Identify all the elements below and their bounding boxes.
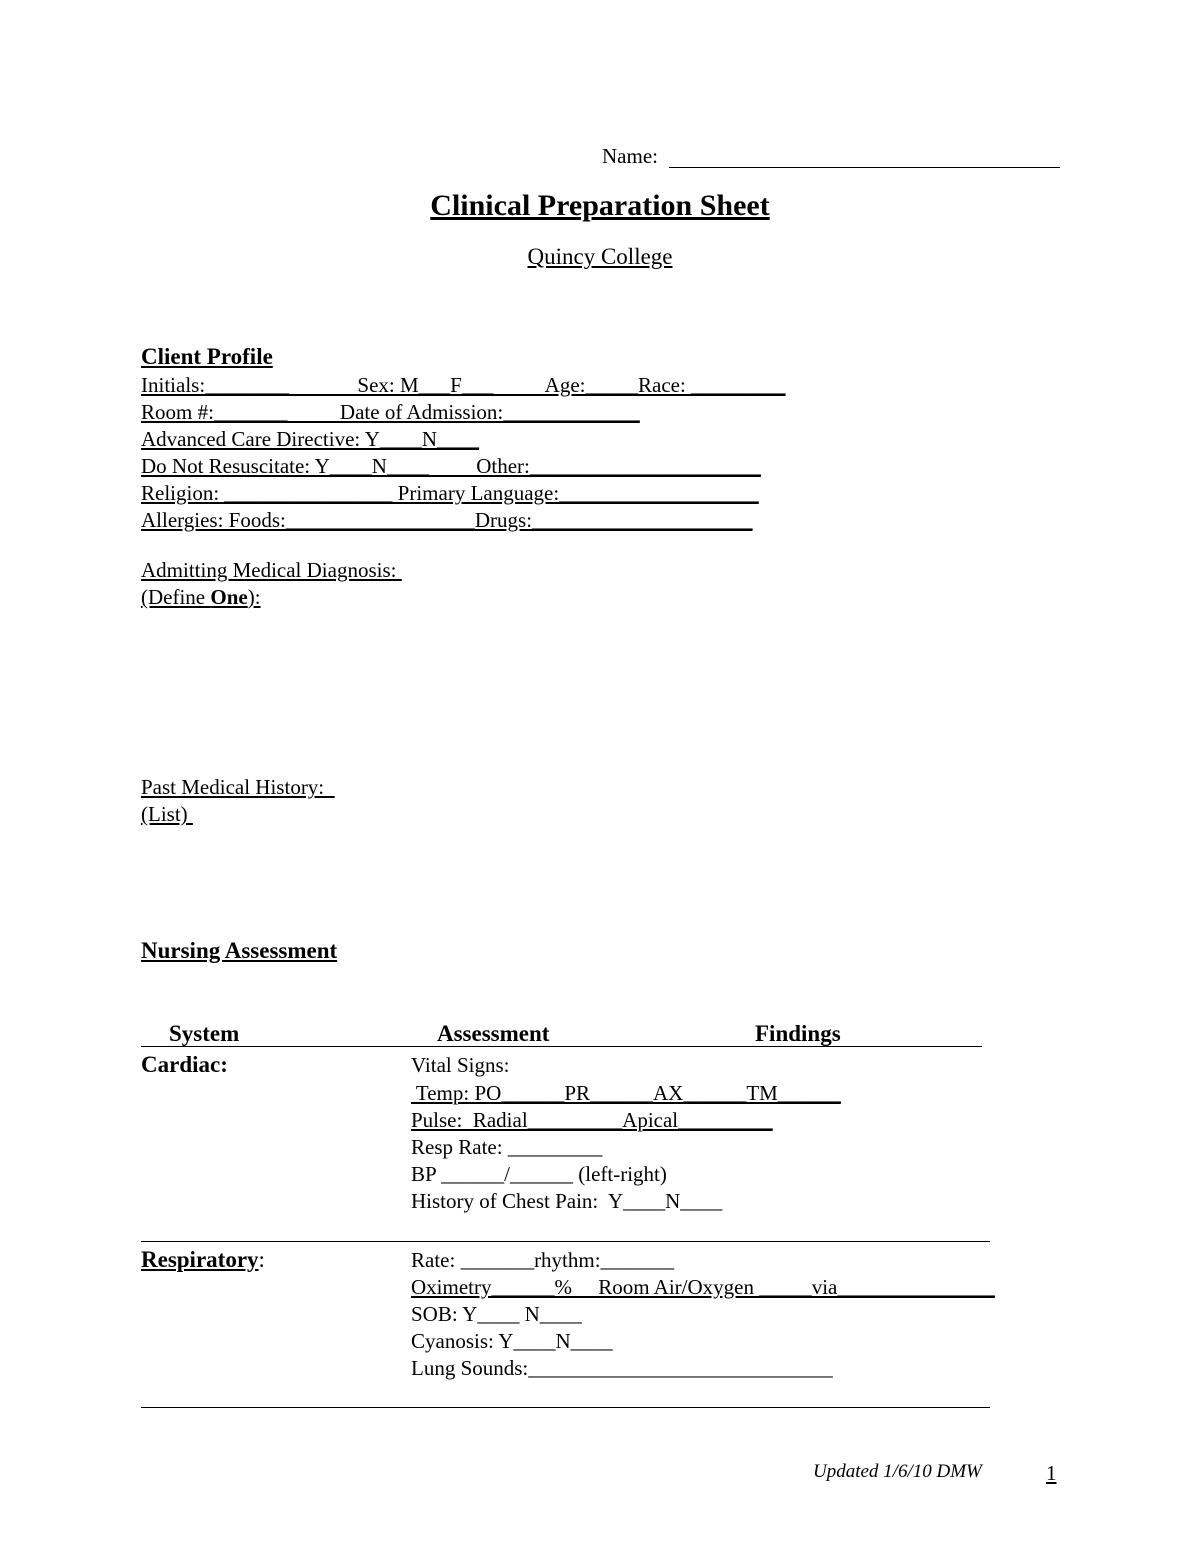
page-title: Clinical Preparation Sheet	[430, 189, 770, 222]
name-label: Name:	[602, 144, 658, 168]
nursing-assessment-heading: Nursing Assessment	[141, 938, 338, 963]
rate-rhythm-line[interactable]: Rate: _______rhythm:_______	[411, 1248, 675, 1272]
respiratory-label-text: Respiratory	[141, 1247, 259, 1272]
column-header-underline	[141, 1046, 982, 1047]
define-one-label	[141, 587, 261, 608]
pulse-line[interactable]: Pulse: Radial_________Apical_________	[411, 1108, 773, 1132]
column-assessment: Assessment	[437, 1021, 550, 1046]
sob-line[interactable]: SOB: Y____ N____	[411, 1302, 582, 1326]
respiratory-label	[141, 1248, 265, 1271]
respiratory-divider	[141, 1407, 990, 1408]
bp-line[interactable]: BP ______/______ (left-right)	[411, 1162, 667, 1186]
admitting-diagnosis-label: Admitting Medical Diagnosis:	[141, 558, 402, 582]
resp-rate-line[interactable]: Resp Rate: _________	[411, 1135, 603, 1159]
name-field-line[interactable]	[669, 167, 1060, 168]
define-suffix: ):	[247, 585, 261, 609]
chest-pain-line[interactable]: History of Chest Pain: Y____N____	[411, 1189, 723, 1213]
religion-language-line[interactable]: Religion: ________________ Primary Language:___________________	[141, 481, 759, 505]
list-label: (List)	[141, 802, 193, 826]
cyanosis-line[interactable]: Cyanosis: Y____N____	[411, 1329, 613, 1353]
updated-note: Updated 1/6/10 DMW	[813, 1461, 982, 1482]
cardiac-divider	[141, 1241, 990, 1242]
column-findings: Findings	[755, 1021, 841, 1046]
cardiac-label: Cardiac:	[141, 1052, 228, 1077]
client-profile-heading: Client Profile	[141, 344, 273, 369]
temp-line[interactable]: Temp: PO______PR______AX______TM______	[411, 1081, 841, 1105]
do-not-resuscitate-line[interactable]: Do Not Resuscitate: Y____N____ Other:______________________	[141, 454, 761, 478]
define-prefix: (Define	[141, 585, 211, 609]
initials-sex-age-race-line[interactable]: Initials:________ Sex: M___F___ Age:_____Race: _________	[141, 373, 786, 397]
respiratory-colon: :	[258, 1247, 265, 1272]
column-system: System	[169, 1021, 240, 1046]
allergies-line[interactable]: Allergies: Foods:__________________Drugs:_____________________	[141, 508, 753, 532]
oximetry-line[interactable]: Oximetry______% Room Air/Oxygen _____via_______________	[411, 1275, 995, 1299]
past-medical-history-label: Past Medical History:	[141, 775, 335, 799]
define-one-bold: One	[210, 585, 248, 609]
lung-sounds-line[interactable]: Lung Sounds:_____________________________	[411, 1356, 833, 1380]
advanced-care-directive-line[interactable]: Advanced Care Directive: Y____N____	[141, 427, 480, 451]
vital-signs-label: Vital Signs:	[411, 1053, 510, 1077]
page-number: 1	[1046, 1461, 1057, 1485]
page-subtitle: Quincy College	[527, 244, 673, 269]
room-admission-line[interactable]: Room #:_______ Date of Admission:_____________	[141, 400, 640, 424]
